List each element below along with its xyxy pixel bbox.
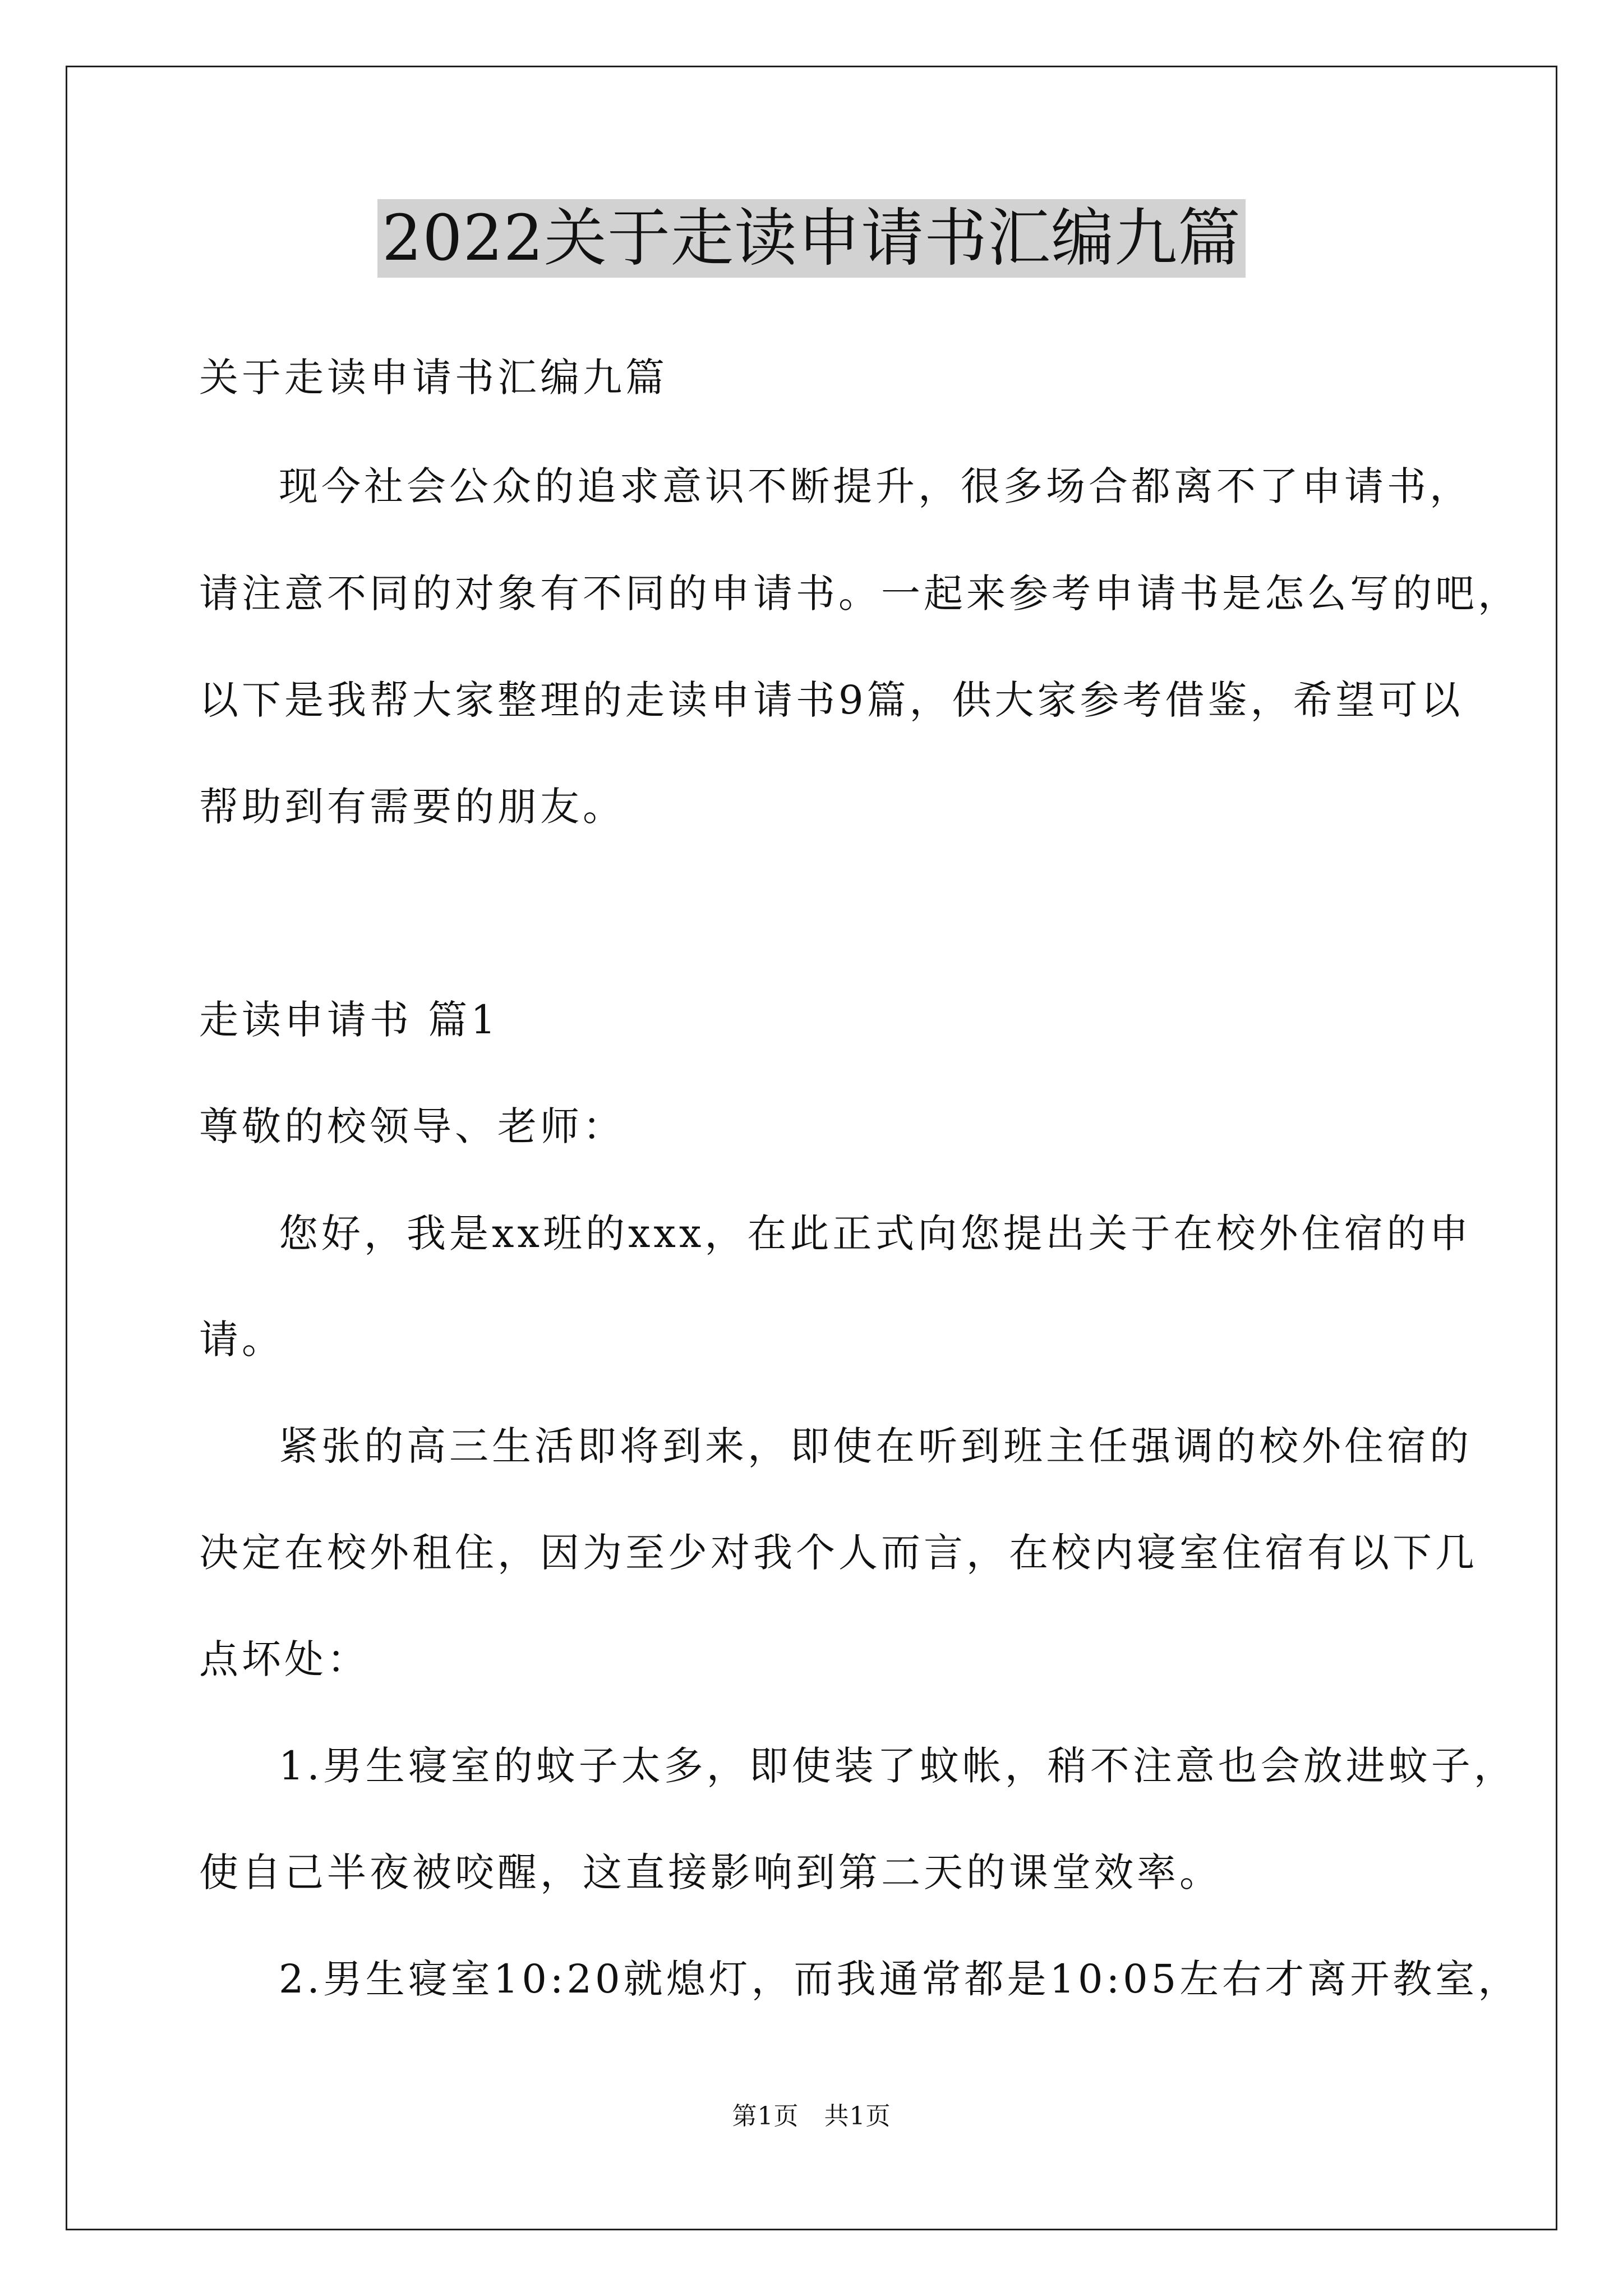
title-container xyxy=(0,199,1623,278)
paragraph-line: 紧张的高三生活即将到来，即使在听到班主任强调的校外住宿的 xyxy=(279,1423,1472,1469)
paragraph-line: 帮助到有需要的朋友。 xyxy=(199,784,625,830)
paragraph-line: 1.男生寝室的蚊子太多，即使装了蚊帐，稍不注意也会放进蚊子， xyxy=(279,1743,1516,1789)
document-subtitle: 关于走读申请书汇编九篇 xyxy=(199,355,668,401)
paragraph-line: 使自己半夜被咬醒，这直接影响到第二天的课堂效率。 xyxy=(199,1849,1222,1895)
document-title: 2022关于走读申请书汇编九篇 xyxy=(377,199,1246,278)
paragraph-line: 点坏处： xyxy=(199,1636,370,1682)
page-footer: 第1页 共1页 xyxy=(732,2102,891,2131)
paragraph-line: 2.男生寝室10:20就熄灯，而我通常都是10:05左右才离开教室， xyxy=(279,1956,1521,2002)
salutation: 尊敬的校领导、老师： xyxy=(199,1103,625,1149)
section-heading: 走读申请书 篇1 xyxy=(199,997,499,1043)
paragraph-line: 现今社会公众的追求意识不断提升，很多场合都离不了申请书， xyxy=(279,463,1472,509)
paragraph-line: 请注意不同的对象有不同的申请书。一起来参考申请书是怎么写的吧， xyxy=(199,570,1520,616)
paragraph-line: 以下是我帮大家整理的走读申请书9篇，供大家参考借鉴，希望可以 xyxy=(199,677,1464,723)
paragraph-line: 您好，我是xx班的xxx，在此正式向您提出关于在校外住宿的申 xyxy=(279,1211,1472,1257)
paragraph-line: 决定在校外租住，因为至少对我个人而言，在校内寝室住宿有以下几 xyxy=(199,1530,1478,1576)
paragraph-line: 请。 xyxy=(199,1317,284,1363)
